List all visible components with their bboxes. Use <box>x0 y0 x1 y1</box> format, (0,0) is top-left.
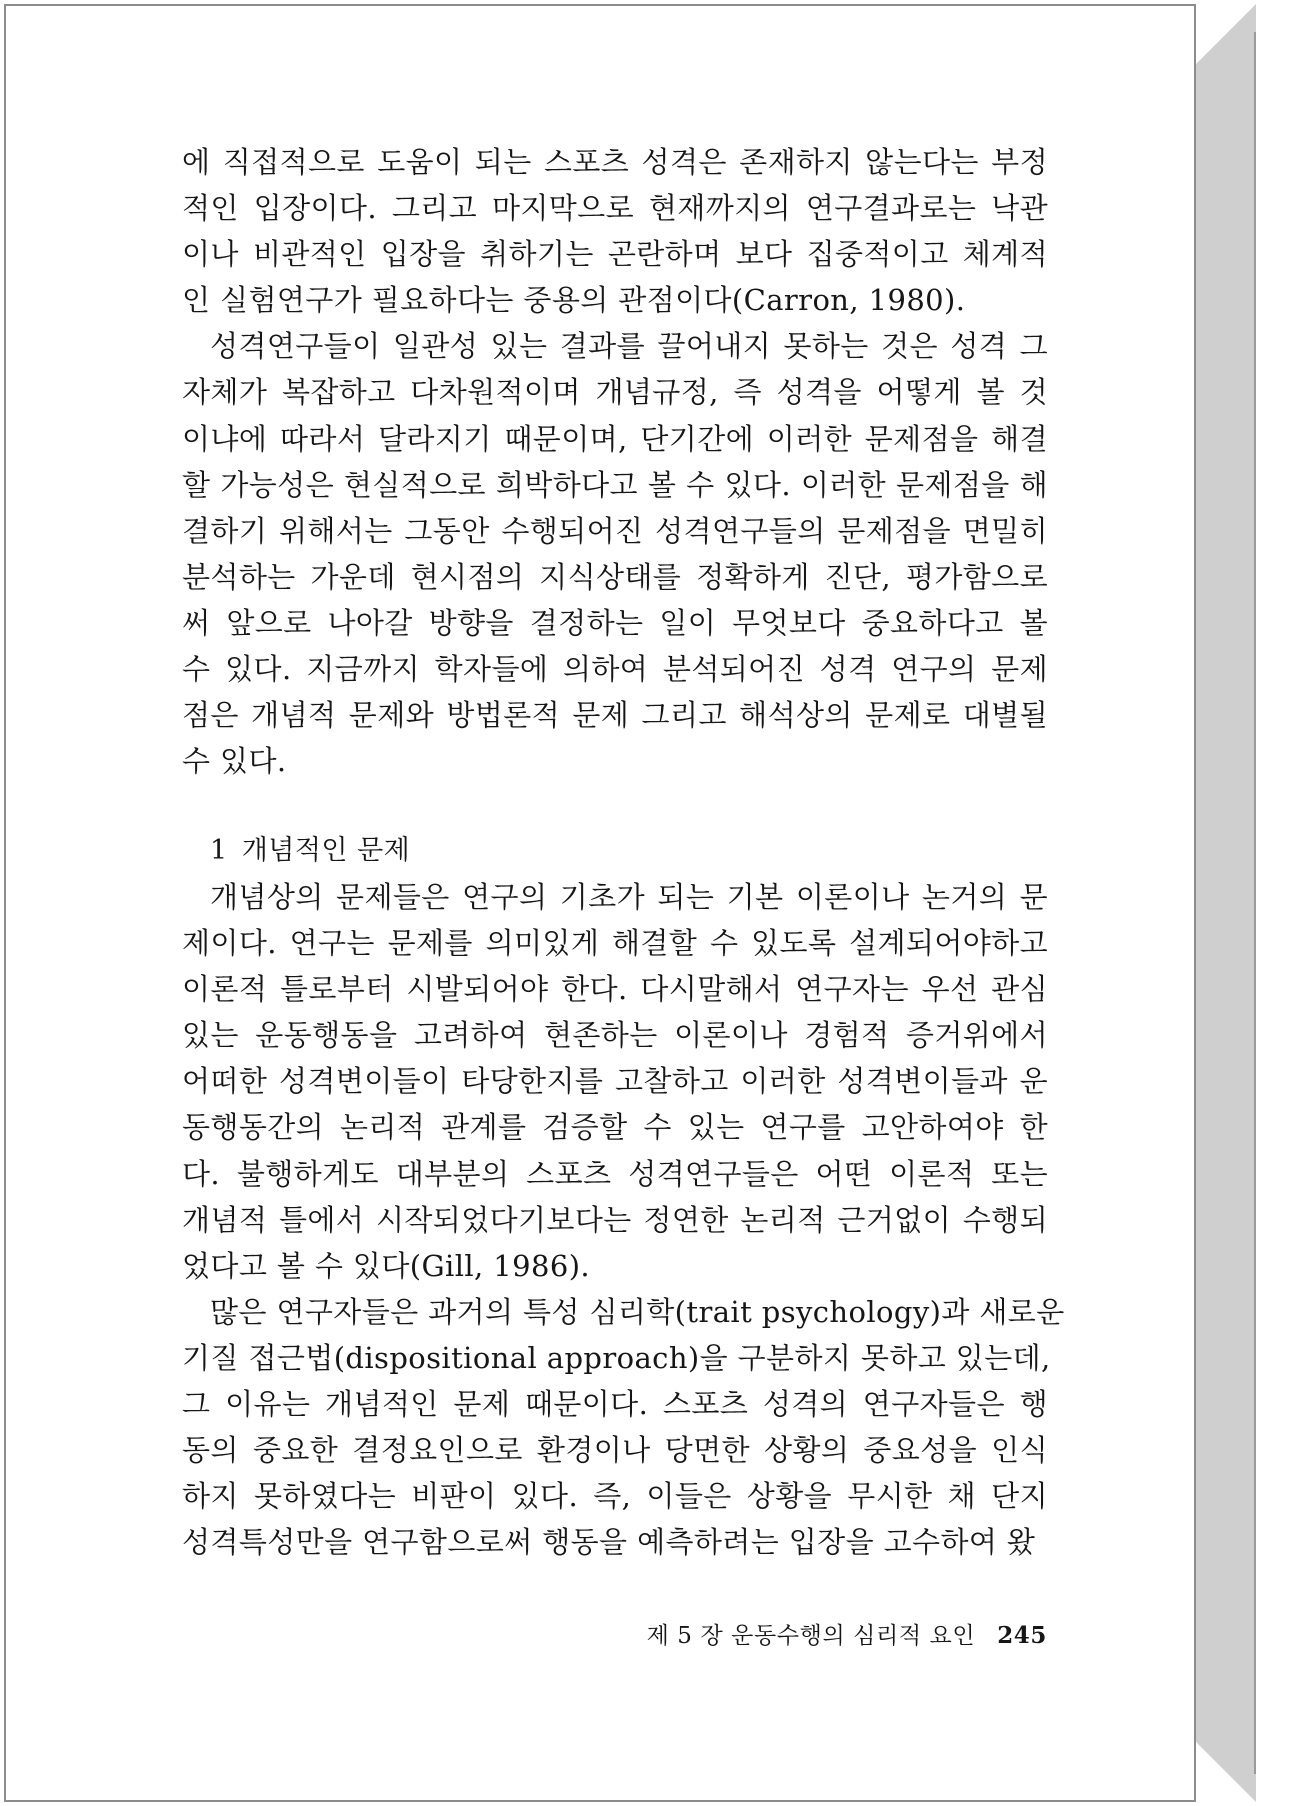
running-footer <box>647 1617 1047 1650</box>
text-line: 성격연구들이 일관성 있는 결과를 끌어내지 못하는 것은 성격 그 <box>210 329 1048 364</box>
page-number: 245 <box>997 1622 1047 1649</box>
paragraph <box>182 139 1048 323</box>
text-line: 제이다. 연구는 문제를 의미있게 해결할 수 있도록 설계되어야하고 <box>182 926 1048 961</box>
text-line: 이론적 틀로부터 시발되어야 한다. 다시말해서 연구자는 우선 관심 <box>182 972 1048 1007</box>
text-line: 성격특성만을 연구함으로써 행동을 예측하려는 입장을 고수하여 왔 <box>182 1525 1036 1560</box>
text-line: 써 앞으로 나아갈 방향을 결정하는 일이 무엇보다 중요하다고 볼 <box>182 605 1048 640</box>
text-line: 할 가능성은 현실적으로 희박하다고 볼 수 있다. 이러한 문제점을 해 <box>182 467 1048 502</box>
text-line: 었다고 볼 수 있다(Gill, 1986). <box>182 1248 591 1283</box>
page-stack-edge <box>1196 4 1256 1802</box>
body-text-section <box>182 874 1065 1565</box>
text-line: 수 있다. <box>182 744 287 779</box>
text-line: 있는 운동행동을 고려하여 현존하는 이론이나 경험적 증거위에서 <box>182 1018 1048 1053</box>
text-line: 에 직접적으로 도움이 되는 스포츠 성격은 존재하지 않는다는 부정 <box>182 145 1048 179</box>
text-line: 동행동간의 논리적 관계를 검증할 수 있는 연구를 고안하여야 한 <box>182 1110 1048 1145</box>
text-line: 분석하는 가운데 현시점의 지식상태를 정확하게 진단, 평가함으로 <box>182 559 1048 594</box>
text-line: 하지 못하였다는 비판이 있다. 즉, 이들은 상황을 무시한 채 단지 <box>182 1479 1048 1514</box>
text-line: 그 이유는 개념적인 문제 때문이다. 스포츠 성격의 연구자들은 행 <box>182 1387 1048 1422</box>
text-line: 인 실험연구가 필요하다는 중용의 관점이다(Carron, 1980). <box>182 283 966 318</box>
text-line: 많은 연구자들은 과거의 특성 심리학(trait psychology)과 새로운 <box>210 1294 1065 1329</box>
text-line: 점은 개념적 문제와 방법론적 문제 그리고 해석상의 문제로 대별될 <box>182 698 1048 733</box>
paragraph <box>182 874 1048 1289</box>
section-heading <box>210 828 410 867</box>
section-title: 개념적인 문제 <box>241 835 411 866</box>
chapter-title: 제 5 장 운동수행의 심리적 요인 <box>646 1623 976 1649</box>
text-line: 결하기 위해서는 그동안 수행되어진 성격연구들의 문제점을 면밀히 <box>182 513 1048 548</box>
text-line: 어떠한 성격변이들이 타당한지를 고찰하고 이러한 성격변이들과 운 <box>182 1064 1048 1099</box>
text-line: 이냐에 따라서 달라지기 때문이며, 단기간에 이러한 문제점을 해결 <box>182 421 1048 456</box>
paragraph <box>182 323 1048 784</box>
text-line: 동의 중요한 결정요인으로 환경이나 당면한 상황의 중요성을 인식 <box>182 1433 1048 1468</box>
text-line: 수 있다. 지금까지 학자들에 의하여 분석되어진 성격 연구의 문제 <box>182 652 1048 687</box>
text-line: 개념상의 문제들은 연구의 기초가 되는 기본 이론이나 논거의 문 <box>210 880 1048 914</box>
text-line: 개념적 틀에서 시작되었다기보다는 정연한 논리적 근거없이 수행되 <box>182 1202 1048 1237</box>
section-number: 1 <box>210 835 228 866</box>
paragraph <box>182 1289 1065 1566</box>
text-line: 자체가 복잡하고 다차원적이며 개념규정, 즉 성격을 어떻게 볼 것 <box>182 375 1048 410</box>
body-text-top <box>182 139 1048 784</box>
text-line: 적인 입장이다. 그리고 마지막으로 현재까지의 연구결과로는 낙관 <box>182 191 1048 226</box>
text-line: 다. 불행하게도 대부분의 스포츠 성격연구들은 어떤 이론적 또는 <box>182 1156 1048 1191</box>
text-line: 이나 비관적인 입장을 취하기는 곤란하며 보다 집중적이고 체계적 <box>182 237 1048 272</box>
text-line: 기질 접근법(dispositional approach)을 구분하지 못하고 있는데, <box>182 1340 1051 1375</box>
